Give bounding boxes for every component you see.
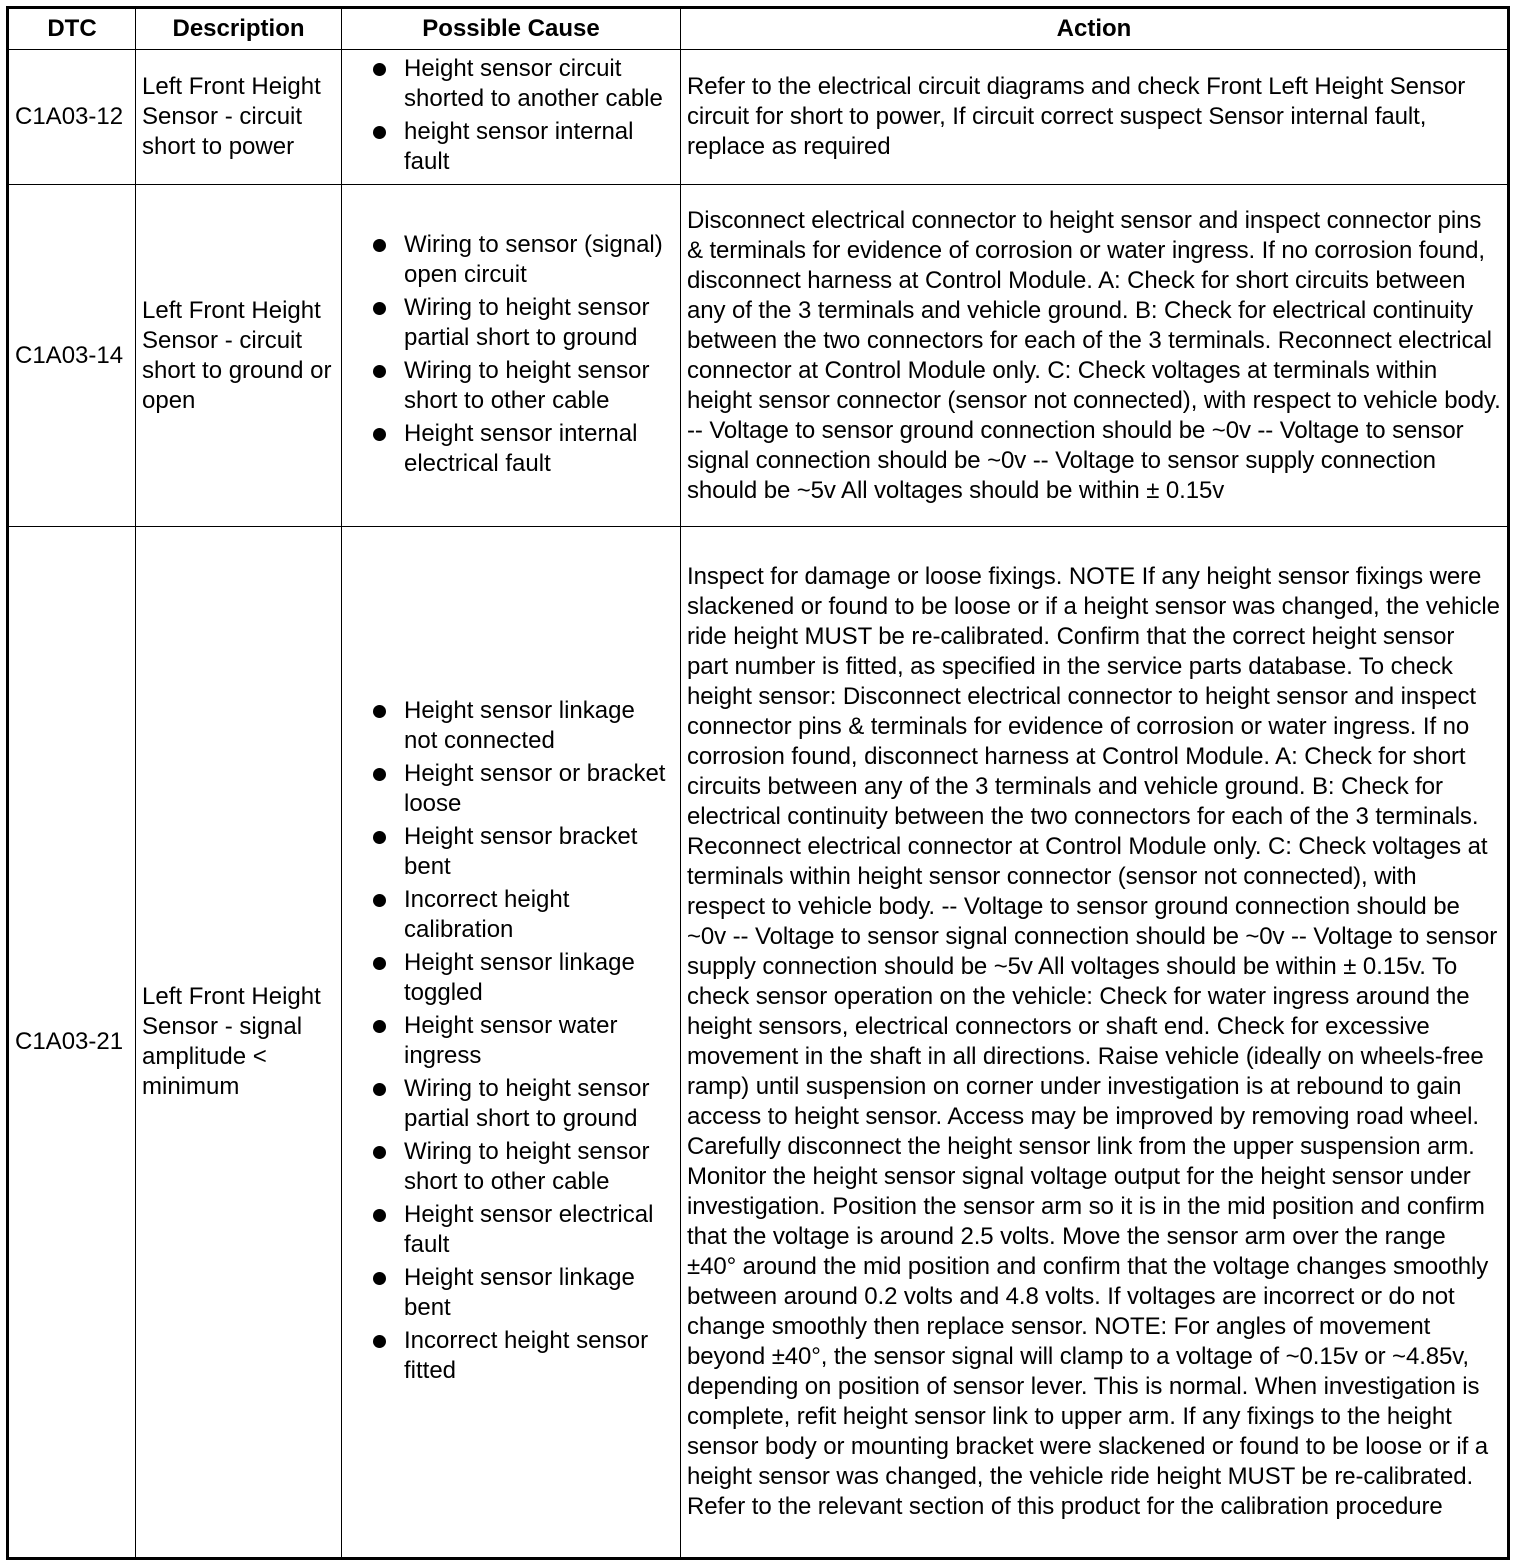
- cause-text: Height sensor electrical fault: [404, 1200, 654, 1258]
- cause-item: [348, 54, 674, 114]
- cause-text: Height sensor linkage not connected: [404, 696, 635, 754]
- cause-list: [348, 696, 674, 1386]
- dtc-code: C1A03-14: [8, 185, 136, 527]
- dtc-code: C1A03-12: [8, 50, 136, 185]
- cause-text: Incorrect height sensor fitted: [404, 1326, 649, 1384]
- cause-item: [348, 293, 674, 353]
- bullet-icon: [373, 1146, 386, 1159]
- bullet-icon: [373, 1272, 386, 1285]
- bullet-icon: [373, 768, 386, 781]
- dtc-description: Left Front Height Sensor - signal amplitude < minimum: [136, 527, 342, 1559]
- cause-item: [348, 117, 674, 177]
- bullet-icon: [373, 428, 386, 441]
- bullet-icon: [373, 705, 386, 718]
- cause-item: [348, 1326, 674, 1386]
- bullet-icon: [373, 1083, 386, 1096]
- cause-item: [348, 419, 674, 479]
- bullet-icon: [373, 1209, 386, 1222]
- header-dtc: DTC: [8, 8, 136, 50]
- cause-text: Wiring to height sensor partial short to ground: [404, 293, 650, 351]
- cause-item: [348, 1074, 674, 1134]
- cause-text: Height sensor circuit shorted to another cable: [404, 55, 663, 112]
- bullet-icon: [373, 1020, 386, 1033]
- dtc-description: Left Front Height Sensor - circuit short to ground or open: [136, 185, 342, 527]
- cause-text: Wiring to height sensor partial short to ground: [404, 1074, 650, 1132]
- cause-item: [348, 1200, 674, 1260]
- bullet-icon: [373, 126, 386, 139]
- action-text: Disconnect electrical connector to height sensor and inspect connector pins & terminals for evidence of corrosion or water ingress. If no corrosion found, disconnect harness at Control Module. A: Check for short circuits between any of the 3 terminals and vehicle ground. B: Check for electrical continuity between the two connectors for each of the 3 terminals. Reconnect electrical connector at Control Module only. C: Check voltages at terminals within height sensor connector (sensor not connected), with respect to vehicle body. -- Voltage to sensor ground connection should be ~0v -- Voltage to sensor signal connection should be ~0v -- Voltage to sensor supply connection should be ~5v All voltages should be within ± 0.15v: [681, 185, 1509, 527]
- bullet-icon: [373, 63, 386, 76]
- cause-item: [348, 1011, 674, 1071]
- cause-list: [348, 54, 674, 177]
- cause-text: Height sensor water ingress: [404, 1011, 618, 1069]
- possible-cause-cell: [342, 527, 681, 1559]
- dtc-code: C1A03-21: [8, 527, 136, 1559]
- cause-text: Height sensor internal electrical fault: [404, 419, 638, 477]
- cause-item: [348, 696, 674, 756]
- cause-text: height sensor internal fault: [404, 118, 634, 175]
- header-description: Description: [136, 8, 342, 50]
- header-action: Action: [681, 8, 1509, 50]
- bullet-icon: [373, 831, 386, 844]
- table-row: [8, 185, 1509, 527]
- cause-text: Wiring to height sensor short to other cable: [404, 356, 650, 414]
- cause-item: [348, 948, 674, 1008]
- table-body: [8, 50, 1509, 1559]
- cause-item: [348, 759, 674, 819]
- cause-item: [348, 885, 674, 945]
- bullet-icon: [373, 239, 386, 252]
- possible-cause-cell: [342, 50, 681, 185]
- cause-item: [348, 356, 674, 416]
- bullet-icon: [373, 957, 386, 970]
- header-row: [8, 8, 1509, 50]
- cause-text: Incorrect height calibration: [404, 885, 570, 943]
- dtc-table: [6, 6, 1510, 1560]
- cause-item: [348, 230, 674, 290]
- action-text: Refer to the electrical circuit diagrams and check Front Left Height Sensor circuit for short to power, If circuit correct suspect Sensor internal fault, replace as required: [681, 50, 1509, 185]
- cause-text: Height sensor linkage toggled: [404, 948, 635, 1006]
- header-possible-cause: Possible Cause: [342, 8, 681, 50]
- table-header: [8, 8, 1509, 50]
- bullet-icon: [373, 302, 386, 315]
- possible-cause-cell: [342, 185, 681, 527]
- action-text: Inspect for damage or loose fixings. NOTE If any height sensor fixings were slackened or found to be loose or if a height sensor was changed, the vehicle ride height MUST be re-calibrated. Confirm that the correct height sensor part number is fitted, as specified in the service parts database. To check height sensor: Disconnect electrical connector to height sensor and inspect connector pins & terminals for evidence of corrosion or water ingress. If no corrosion found, disconnect harness at Control Module. A: Check for short circuits between any of the 3 terminals and vehicle ground. B: Check for electrical continuity between the two connectors for each of the 3 terminals. Reconnect electrical connector at Control Module only. C: Check voltages at terminals within height sensor connector (sensor not connected), with respect to vehicle body. -- Voltage to sensor ground connection should be ~0v -- Voltage to sensor signal connection should be ~0v -- Voltage to sensor supply connection should be ~5v All voltages should be within ± 0.15v. To check sensor operation on the vehicle: Check for water ingress around the height sensors, electrical connectors or shaft end. Check for excessive movement in the shaft in all directions. Raise vehicle (ideally on wheels-free ramp) until suspension on corner under investigation is at rebound to gain access to height sensor. Access may be improved by removing road wheel. Carefully disconnect the height sensor link from the upper suspension arm. Monitor the height sensor signal voltage output for the height sensor under investigation. Position the sensor arm so it is in the mid position and confirm that the voltage is around 2.5 volts. Move the sensor arm over the range ±40° around the mid position and confirm that the voltage changes smoothly between around 0.2 volts and 4.8 volts. If voltages are incorrect or do not change smoothly then replace sensor. NOTE: For angles of movement beyond ±40°, the sensor signal will clamp to a voltage of ~0.15v or ~4.85v, depending on position of sensor lever. This is normal. When investigation is complete, refit height sensor link to upper arm. If any fixings to the height sensor body or mounting bracket were slackened or found to be loose or if a height sensor was changed, the vehicle ride height MUST be re-calibrated. Refer to the relevant section of this product for the calibration procedure: [681, 527, 1509, 1559]
- bullet-icon: [373, 365, 386, 378]
- cause-text: Height sensor or bracket loose: [404, 759, 666, 817]
- cause-text: Wiring to height sensor short to other cable: [404, 1137, 650, 1195]
- cause-text: Wiring to sensor (signal) open circuit: [404, 230, 663, 288]
- cause-text: Height sensor bracket bent: [404, 822, 638, 880]
- table-row: [8, 50, 1509, 185]
- cause-list: [348, 230, 674, 479]
- cause-text: Height sensor linkage bent: [404, 1263, 635, 1321]
- cause-item: [348, 1263, 674, 1323]
- dtc-description: Left Front Height Sensor - circuit short to power: [136, 50, 342, 185]
- cause-item: [348, 1137, 674, 1197]
- bullet-icon: [373, 1335, 386, 1348]
- table-row: [8, 527, 1509, 1559]
- cause-item: [348, 822, 674, 882]
- bullet-icon: [373, 894, 386, 907]
